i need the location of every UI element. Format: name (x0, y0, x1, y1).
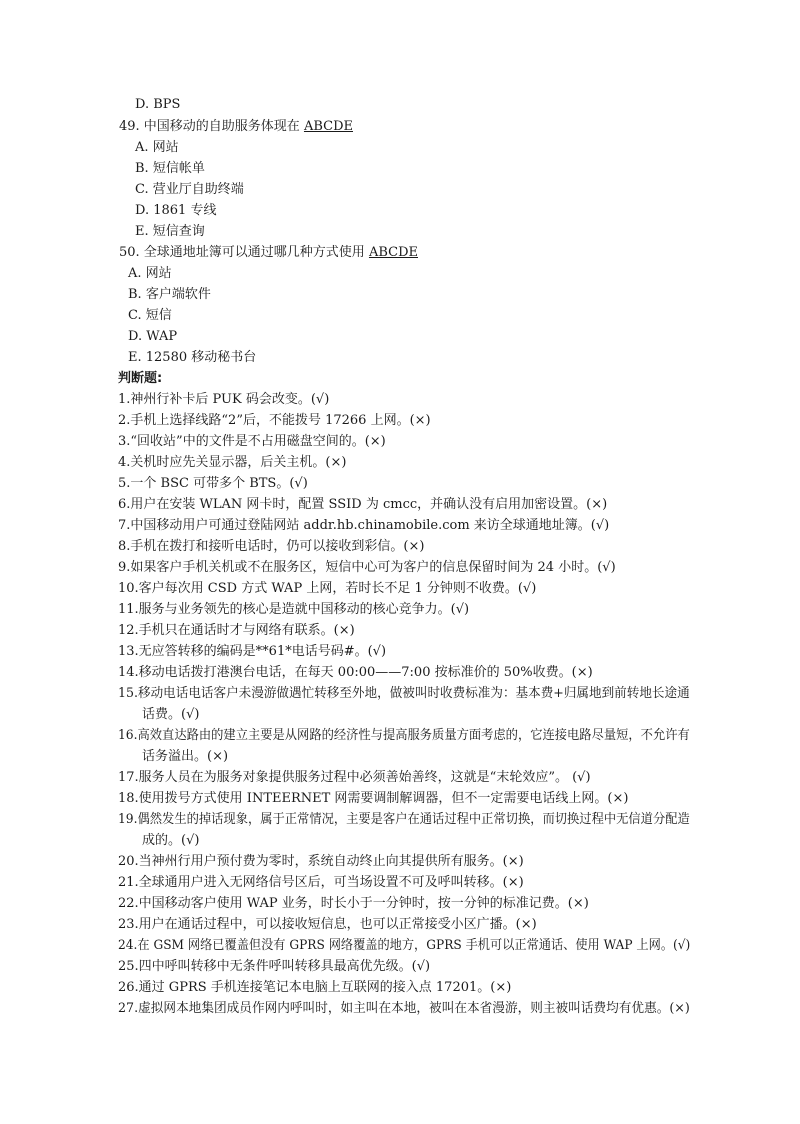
judge-item: 22.中国移动客户使用 WAP 业务，时长小于一分钟时，按一分钟的标准记费。(×) (118, 896, 589, 911)
judge-item-continuation: 成的。(√) (142, 833, 200, 848)
judge-item: 20.当神州行用户预付费为零时，系统自动终止向其提供所有服务。(×) (118, 854, 524, 869)
q49-stem-text: 49. 中国移动的自助服务体现在 (119, 119, 304, 134)
judge-item: 21.全球通用户进入无网络信号区后，可当场设置不可及呼叫转移。(×) (118, 875, 524, 890)
q49-stem (119, 118, 353, 136)
judge-item: 27.虚拟网本地集团成员作网内呼叫时，如主叫在本地，被叫在本省漫游，则主被叫话费均有优惠。(×) (118, 1001, 690, 1016)
judge-item: 24.在 GSM 网络已覆盖但没有 GPRS 网络覆盖的地方，GPRS 手机可以正常通话、使用 WAP 上网。(√) (118, 938, 691, 953)
judge-item: 13.无应答转移的编码是**61*电话号码#。(√) (118, 644, 387, 659)
judge-item: 19.偶然发生的掉话现象，属于正常情况，主要是客户在通话过程中正常切换，而切换过程中无信道分配造 (118, 812, 690, 827)
judge-item: 18.使用拨号方式使用 INTEERNET 网需要调制解调器，但不一定需要电话线上网。(×) (118, 791, 629, 806)
q50-option-d: D. WAP (128, 329, 178, 344)
q48-option-d: D. BPS (135, 97, 181, 112)
judge-item-continuation: 话费。(√) (142, 707, 200, 722)
q50-option-c: C. 短信 (128, 308, 172, 323)
judge-item: 3.“回收站”中的文件是不占用磁盘空间的。(×) (118, 434, 386, 449)
q50-option-a: A. 网站 (128, 266, 172, 281)
judge-item: 26.通过 GPRS 手机连接笔记本电脑上互联网的接入点 17201。(×) (118, 980, 512, 995)
q50-stem (119, 244, 418, 262)
q49-option-c: C. 营业厅自助终端 (135, 182, 244, 197)
q49-option-a: A. 网站 (135, 140, 179, 155)
q50-option-b: B. 客户端软件 (128, 287, 211, 302)
q49-option-b: B. 短信帐单 (135, 161, 205, 176)
judge-item: 6.用户在安装 WLAN 网卡时，配置 SSID 为 cmcc，并确认没有启用加密设置。(×) (118, 497, 608, 512)
judge-item: 10.客户每次用 CSD 方式 WAP 上网，若时长不足 1 分钟则不收费。(√) (118, 581, 537, 596)
q49-answer: ABCDE (303, 119, 353, 134)
judge-item: 15.移动电话电话客户未漫游做遇忙转移至外地，做被叫时收费标准为：基本费+归属地到前转地长途通 (118, 686, 690, 701)
judge-item-continuation: 话务溢出。(×) (142, 749, 229, 764)
q49-option-d: D. 1861 专线 (135, 203, 217, 218)
judge-item: 8.手机在拨打和接听电话时，仍可以接收到彩信。(×) (118, 539, 425, 554)
q50-stem-text: 50. 全球通地址簿可以通过哪几种方式使用 (119, 245, 369, 260)
judge-item: 16.高效直达路由的建立主要是从网路的经济性与提高服务质量方面考虑的，它连接电路尽量短，不允许有 (118, 728, 690, 743)
judge-section-header: 判断题: (118, 371, 163, 386)
judge-item: 23.用户在通话过程中，可以接收短信息，也可以正常接受小区广播。(×) (118, 917, 537, 932)
judge-item: 17.服务人员在为服务对象提供服务过程中必须善始善终，这就是“末轮效应”。 (√) (118, 770, 591, 785)
judge-item: 7.中国移动用户可通过登陆网站 addr.hb.chinamobile.com 来访全球通地址簿。(√) (118, 518, 610, 533)
q50-answer: ABCDE (368, 245, 418, 260)
judge-item: 25.四中呼叫转移中无条件呼叫转移具最高优先级。(√) (118, 959, 431, 974)
judge-item: 11.服务与业务领先的核心是造就中国移动的核心竞争力。(√) (118, 602, 470, 617)
judge-item: 2.手机上选择线路“2”后，不能拨号 17266 上网。(×) (118, 413, 431, 428)
q49-option-e: E. 短信查询 (135, 224, 205, 239)
judge-item: 9.如果客户手机关机或不在服务区，短信中心可为客户的信息保留时间为 24 小时。(√) (118, 560, 616, 575)
q50-option-e: E. 12580 移动秘书台 (128, 350, 257, 365)
judge-item: 12.手机只在通话时才与网络有联系。(×) (118, 623, 355, 638)
judge-item: 5.一个 BSC 可带多个 BTS。(√) (118, 476, 308, 491)
judge-item: 4.关机时应先关显示器，后关主机。(×) (118, 455, 347, 470)
judge-item: 1.神州行补卡后 PUK 码会改变。(√) (118, 392, 330, 407)
judge-item: 14.移动电话拨打港澳台电话，在每天 00:00——7:00 按标准价的 50%收费。(×) (118, 665, 593, 680)
